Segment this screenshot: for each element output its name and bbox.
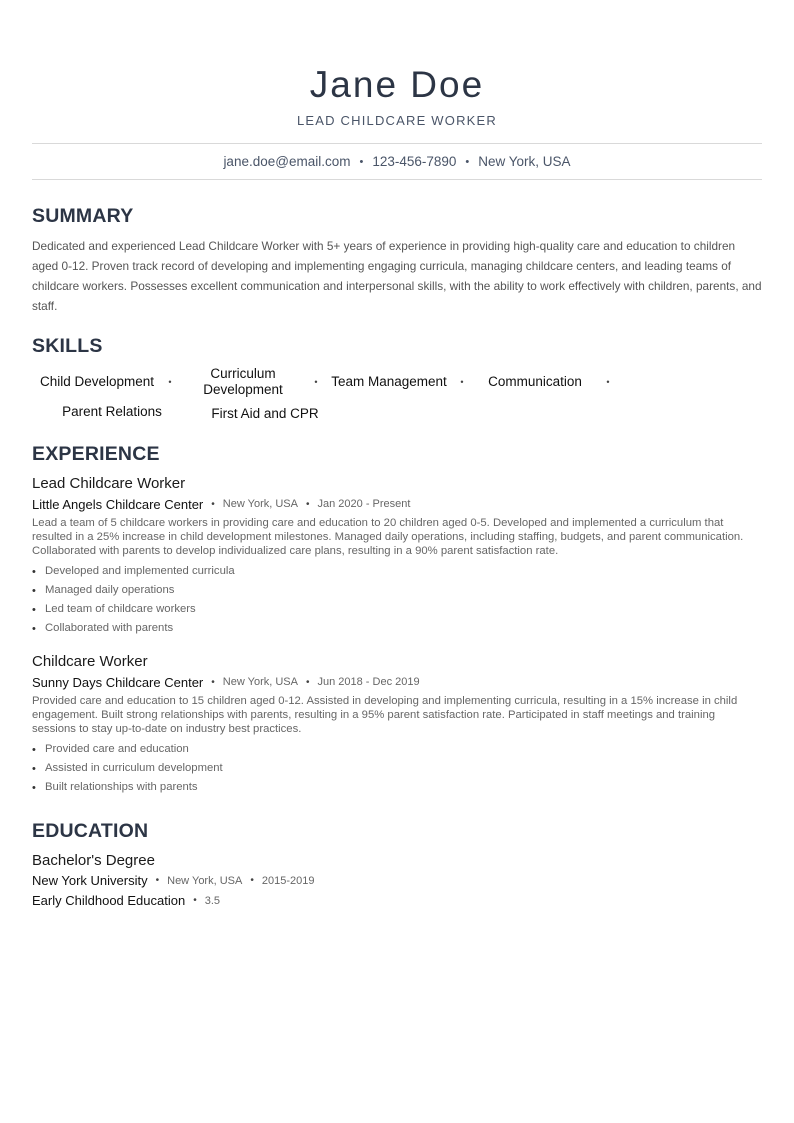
skill-item: Team Management [331, 374, 447, 389]
job-dates: Jun 2018 - Dec 2019 [317, 676, 420, 688]
job-company: Sunny Days Childcare Center [32, 675, 204, 690]
job-description: Provided care and education to 15 children aged 0-12. Assisted in developing and implementing curricula, resulting in a 15% increase in child engagement. Built strong relationships with parents, resulting in a 95% parent satisfaction rate. Participated in staff meetings and training sessions to stay up-to-date on industry best practices. [32, 695, 738, 735]
edu-location: New York, USA [167, 875, 243, 887]
summary-heading: SUMMARY [32, 205, 134, 227]
contact-bar [32, 143, 762, 180]
meta-separator: • [155, 875, 160, 886]
skill-item: Communication [488, 374, 582, 389]
skills-list [32, 366, 762, 422]
job-bullets [32, 562, 762, 638]
summary-text: Dedicated and experienced Lead Childcare Worker with 5+ years of experience in providing high-quality care and education to children aged 0-12. Proven track record of developing and implementing engaging curricula, managing childcare centers, and leading teams of childcare workers. Possesses excellent communication and interpersonal skills, with the ability to work effectively with children, parents, and staff. [32, 239, 762, 313]
bullet-item: • Led team of childcare workers [32, 600, 762, 619]
bullet-item: • Managed daily operations [32, 581, 762, 600]
edu-school: New York University [32, 873, 148, 888]
bullet-dot-icon: • [32, 604, 36, 616]
job-meta [32, 496, 762, 513]
skill-separator: • [460, 377, 464, 387]
contact-email[interactable]: jane.doe@email.com [223, 154, 351, 169]
job-bullets [32, 740, 762, 797]
bullet-dot-icon: • [32, 585, 36, 597]
meta-separator: • [193, 895, 197, 906]
meta-separator: • [305, 677, 310, 688]
skill-item: Child Development [39, 374, 155, 389]
candidate-name: Jane Doe [309, 64, 485, 105]
contact-location: New York, USA [478, 154, 571, 169]
job-description: Lead a team of 5 childcare workers in providing care and education to 20 children aged 0-5. Developed and implemented a curriculum that resulted in a 25% increase in child development milestones. Managed daily operations, including staffing, budgets, and parent communication. Collaborated with parents to develop individualized care plans, resulting in a 90% parent satisfaction rate. [32, 517, 744, 557]
skill-item: Curriculum Development [203, 366, 283, 397]
candidate-title: LEAD CHILDCARE WORKER [296, 113, 497, 128]
bullet-dot-icon: • [32, 623, 36, 635]
bullet-dot-icon: • [32, 782, 36, 794]
bullet-item: • Built relationships with parents [32, 778, 762, 797]
education-entry [32, 851, 762, 911]
skill-item: Parent Relations [62, 404, 162, 419]
skill-separator: • [314, 377, 318, 387]
contact-separator: • [465, 155, 470, 168]
bullet-item: • Collaborated with parents [32, 619, 762, 638]
bullet-item: • Provided care and education [32, 740, 762, 759]
edu-degree: Bachelor's Degree [32, 852, 155, 869]
contact-separator: • [359, 155, 364, 168]
skills-heading: SKILLS [32, 335, 103, 357]
meta-separator: • [305, 499, 310, 510]
edu-field-line [32, 891, 762, 911]
education-heading: EDUCATION [32, 820, 149, 842]
skill-item: First Aid and CPR [211, 406, 319, 421]
edu-years: 2015-2019 [261, 875, 315, 887]
contact-phone[interactable]: 123-456-7890 [372, 154, 457, 169]
job-role: Lead Childcare Worker [32, 475, 186, 492]
job-meta [32, 674, 762, 691]
meta-separator: • [250, 875, 254, 886]
experience-entry [32, 474, 762, 638]
job-dates: Jan 2020 - Present [317, 498, 411, 510]
job-location: New York, USA [222, 498, 298, 510]
meta-separator: • [211, 677, 215, 688]
meta-separator: • [211, 499, 215, 510]
edu-field: Early Childhood Education [32, 893, 186, 908]
job-location: New York, USA [222, 676, 298, 688]
experience-heading: EXPERIENCE [32, 443, 160, 465]
bullet-item: • Developed and implemented curricula [32, 562, 762, 581]
skill-separator: • [606, 377, 610, 387]
bullet-dot-icon: • [32, 744, 36, 756]
experience-entry [32, 652, 762, 797]
edu-school-line [32, 871, 762, 891]
edu-gpa: 3.5 [204, 895, 221, 907]
resume-page [32, 0, 762, 911]
skill-separator: • [168, 377, 172, 387]
job-role: Childcare Worker [32, 653, 148, 670]
job-company: Little Angels Childcare Center [32, 497, 204, 512]
bullet-dot-icon: • [32, 566, 36, 578]
bullet-item: • Assisted in curriculum development [32, 759, 762, 778]
bullet-dot-icon: • [32, 763, 36, 775]
